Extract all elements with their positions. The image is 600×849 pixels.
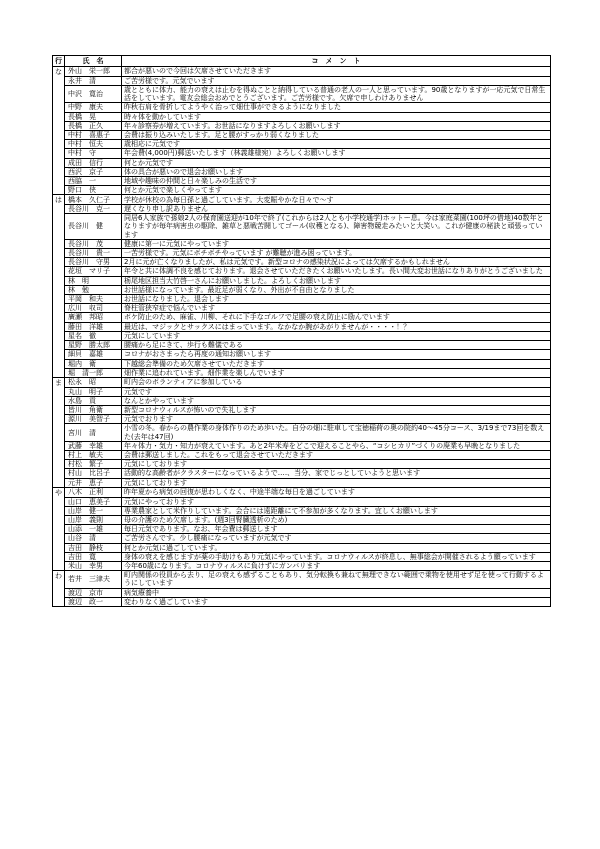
member-name: 中村 恒夫 xyxy=(65,140,122,149)
table-row xyxy=(53,267,551,276)
table-row xyxy=(53,406,551,415)
member-name: 堀 清一郎 xyxy=(65,368,122,377)
member-name: 山岸 健一 xyxy=(65,506,122,515)
gyo-cell: や xyxy=(53,487,65,497)
gyo-cell xyxy=(53,167,65,176)
table-row xyxy=(53,534,551,543)
member-comment: 地域や趣味の仲間と日々楽しみの生活です xyxy=(122,176,551,185)
header-row xyxy=(53,56,551,67)
table-row xyxy=(53,140,551,149)
member-name: 星名 徹 xyxy=(65,331,122,340)
member-comment: 学校が休校の為毎日孫と過ごしています。大変賑やかな日々で～す xyxy=(122,195,551,205)
table-row xyxy=(53,76,551,85)
member-comment: 身体の衰えを感じますが薬の手助けもあり元気にやっています。コロナウィルスが終息し、無事総会が開催されるよう願っています xyxy=(122,552,551,561)
table-row xyxy=(53,515,551,524)
member-name: 長谷川 健 xyxy=(65,214,122,240)
gyo-cell xyxy=(53,130,65,139)
member-comment: 体の具合が悪いので退会お願いします xyxy=(122,167,551,176)
member-name: 長谷川 守男 xyxy=(65,258,122,267)
table-row xyxy=(53,205,551,214)
member-name: 吉田 寛 xyxy=(65,552,122,561)
gyo-cell xyxy=(53,85,65,102)
gyo-cell xyxy=(53,258,65,267)
gyo-cell xyxy=(53,158,65,167)
member-comment: お世話になりました。退会します xyxy=(122,295,551,304)
member-name: 廣瀬 邦昭 xyxy=(65,313,122,322)
table-row xyxy=(53,121,551,130)
table-row xyxy=(53,561,551,570)
member-name: 村松 繁子 xyxy=(65,460,122,469)
table-row xyxy=(53,85,551,102)
comment-sheet xyxy=(52,55,550,607)
table-row xyxy=(53,543,551,552)
table-row xyxy=(53,322,551,331)
member-name: 西脇 一 xyxy=(65,176,122,185)
member-comment: 栃尾地区担当大竹啓一さんにお願いしました。よろしくお願いします xyxy=(122,276,551,285)
gyo-cell xyxy=(53,497,65,506)
member-name: 若井 三津夫 xyxy=(65,571,122,588)
gyo-cell xyxy=(53,561,65,570)
member-comment: 活動的な高齢者がクラスターになっているようで‥‥、当分、家でじっとしていようと思います xyxy=(122,469,551,478)
table-row xyxy=(53,387,551,396)
gyo-cell xyxy=(53,469,65,478)
member-name: 長谷川 貴一 xyxy=(65,249,122,258)
table-row xyxy=(53,158,551,167)
table-row xyxy=(53,506,551,515)
gyo-cell xyxy=(53,276,65,285)
gyo-cell xyxy=(53,249,65,258)
gyo-header: 行 xyxy=(53,56,65,67)
member-comment: 何とか元気に過ごしています。 xyxy=(122,543,551,552)
member-name: 元井 恵子 xyxy=(65,478,122,487)
member-name: 武藤 幸雄 xyxy=(65,441,122,450)
gyo-cell xyxy=(53,285,65,294)
member-comment: 同居6人家族で孫娘2人の保育園送迎が10年で終了(これからは2人とも小学校通学)ホットー息。今は家庭菜園(100坪の借地)40数年となりますが毎年病害虫の駆除、雑草と悪戦苦闘してゴール(収穫となる)、障害物競走みたいと大笑い。これが健康の秘訣と頑張っています xyxy=(122,214,551,240)
member-comment: 町内関係の役員から去り、足の衰えも感ずることもあり、気分転換も兼ねて無理できない範囲で乗物を使用せず足を使って行動するようにしています xyxy=(122,571,551,588)
gyo-cell xyxy=(53,396,65,405)
table-row xyxy=(53,396,551,405)
member-name: 松永 昭 xyxy=(65,377,122,387)
member-name: 永井 清 xyxy=(65,76,122,85)
table-row xyxy=(53,487,551,497)
gyo-cell xyxy=(53,103,65,112)
table-row xyxy=(53,103,551,112)
member-name: 宮川 清 xyxy=(65,424,122,441)
member-comment: 歳相応に元気です xyxy=(122,140,551,149)
member-name: 星野 勝太郎 xyxy=(65,341,122,350)
table-row xyxy=(53,258,551,267)
table-row xyxy=(53,304,551,313)
member-name: 山谷 清 xyxy=(65,534,122,543)
table-row xyxy=(53,313,551,322)
gyo-cell xyxy=(53,149,65,158)
member-comment: 町内会のボランティアに参加している xyxy=(122,377,551,387)
member-comment: 元気にやっております xyxy=(122,497,551,506)
member-name: 丸山 明子 xyxy=(65,387,122,396)
member-comment: 腰痛から足にきて、歩行も難儀である xyxy=(122,341,551,350)
gyo-cell xyxy=(53,515,65,524)
table-row xyxy=(53,424,551,441)
gyo-cell xyxy=(53,552,65,561)
gyo-cell xyxy=(53,441,65,450)
gyo-cell xyxy=(53,121,65,130)
table-row xyxy=(53,195,551,205)
member-name: 山口 恵美子 xyxy=(65,497,122,506)
table-row xyxy=(53,239,551,248)
table-row xyxy=(53,341,551,350)
member-name: 八木 正利 xyxy=(65,487,122,497)
member-comment: 年々体力・気力・知力が衰えています。あと2年米寿をどこで迎えることやら、“コシヒカリ”づくりの廃業も早晩となりました xyxy=(122,441,551,450)
table-row xyxy=(53,478,551,487)
member-comment: 脊柱管狭窄症で悩んでいます xyxy=(122,304,551,313)
member-comment: 年々診察券が増えています。お世話になりますよろしくお願いします xyxy=(122,121,551,130)
member-comment: 歳とともに体力、能力の衰えは止むを得ぬことと納得している普通の老人の一人と思っています。90歳となりますが一応元気で日常生活をしています。電友会総会おめでとうございます。ご苦労様です。欠席で申しわけありません xyxy=(122,85,551,102)
member-name: 広川 収司 xyxy=(65,304,122,313)
gyo-cell xyxy=(53,76,65,85)
table-row xyxy=(53,525,551,534)
member-comment: 年令と共に体調不良を感じております。退会させていただきたくお願いいたします。長い間大変お世話になりありがとうございました xyxy=(122,267,551,276)
member-comment: 専業農家として米作りしています。会合には遠距離にて不参加が多くなります。宜しくお願いします xyxy=(122,506,551,515)
gyo-cell xyxy=(53,322,65,331)
gyo-cell: わ xyxy=(53,571,65,588)
member-comment: 昨年夏から病気の回復が思わしくなく、中途半端な毎日を過ごしています xyxy=(122,487,551,497)
comment-table xyxy=(52,55,551,607)
gyo-cell xyxy=(53,331,65,340)
member-comment: 都合が悪いので今回は欠席させていただきます xyxy=(122,67,551,77)
table-row xyxy=(53,176,551,185)
gyo-cell xyxy=(53,597,65,606)
table-row xyxy=(53,149,551,158)
table-row xyxy=(53,249,551,258)
gyo-cell xyxy=(53,588,65,597)
table-row xyxy=(53,295,551,304)
member-name: 花垣 マリ子 xyxy=(65,267,122,276)
gyo-cell xyxy=(53,506,65,515)
gyo-cell: ま xyxy=(53,377,65,387)
gyo-cell xyxy=(53,186,65,195)
gyo-cell: な xyxy=(53,67,65,77)
member-name: 林 勉 xyxy=(65,285,122,294)
member-name: 米山 幸男 xyxy=(65,561,122,570)
gyo-cell xyxy=(53,460,65,469)
member-name: 水島 貢 xyxy=(65,396,122,405)
member-name: 成田 信行 xyxy=(65,158,122,167)
gyo-cell xyxy=(53,350,65,359)
gyo-cell xyxy=(53,387,65,396)
member-name: 長橋 正久 xyxy=(65,121,122,130)
gyo-cell xyxy=(53,214,65,240)
member-comment: 会費は振り込みいたします。足と腰がすっかり弱くなりました xyxy=(122,130,551,139)
member-comment: 毎日元気であります。なお、年会費は郵送します xyxy=(122,525,551,534)
member-name: 村山 比呂子 xyxy=(65,469,122,478)
table-row xyxy=(53,588,551,597)
table-row xyxy=(53,359,551,368)
member-comment: 会費は郵送しました。これをもって退会させていただきます xyxy=(122,451,551,460)
comment-header: コ メ ン ト xyxy=(122,56,551,67)
gyo-cell xyxy=(53,415,65,424)
member-comment: 元気にしております xyxy=(122,478,551,487)
table-row xyxy=(53,285,551,294)
member-comment: 元気です xyxy=(122,387,551,396)
member-comment: 元気でおります xyxy=(122,415,551,424)
member-name: 中村 喜惠子 xyxy=(65,130,122,139)
member-comment: お世話様になっています。最近足が弱くなり、外出が不自由となりました xyxy=(122,285,551,294)
table-row xyxy=(53,497,551,506)
table-row xyxy=(53,597,551,606)
member-name: 林 明 xyxy=(65,276,122,285)
member-name: 山岸 義則 xyxy=(65,515,122,524)
table-row xyxy=(53,441,551,450)
table-row xyxy=(53,377,551,387)
member-name: 皆川 角衛 xyxy=(65,406,122,415)
member-name: 橋本 久仁子 xyxy=(65,195,122,205)
gyo-cell: は xyxy=(53,195,65,205)
gyo-cell xyxy=(53,239,65,248)
member-name: 村上 敏夫 xyxy=(65,451,122,460)
table-row xyxy=(53,112,551,121)
table-row xyxy=(53,552,551,561)
gyo-cell xyxy=(53,478,65,487)
member-name: 細貝 嘉雄 xyxy=(65,350,122,359)
member-comment: 変わりなく過ごしています xyxy=(122,597,551,606)
member-comment: 昨秋右肩を骨折してようやく治って畑仕事ができるようになりました xyxy=(122,103,551,112)
member-name: 野口 侠 xyxy=(65,186,122,195)
table-row xyxy=(53,368,551,377)
member-name: 中村 守 xyxy=(65,149,122,158)
table-row xyxy=(53,186,551,195)
gyo-cell xyxy=(53,341,65,350)
member-comment: 年会費(4,000円)郵送いたします（林義雄様宛）よろしくお願いします xyxy=(122,149,551,158)
gyo-cell xyxy=(53,112,65,121)
member-name: 藤田 洋雄 xyxy=(65,322,122,331)
table-row xyxy=(53,350,551,359)
member-name: 山添 一雄 xyxy=(65,525,122,534)
gyo-cell xyxy=(53,534,65,543)
member-comment: 病気療養中 xyxy=(122,588,551,597)
member-comment: なんとかやっています xyxy=(122,396,551,405)
member-name: 平岡 和夫 xyxy=(65,295,122,304)
gyo-cell xyxy=(53,313,65,322)
member-comment: ボケ防止のため、麻雀、川柳、それに下手なゴルフで足腰の衰え防止に励んでいます xyxy=(122,313,551,322)
member-name: 源川 美智子 xyxy=(65,415,122,424)
member-name: 西沢 京子 xyxy=(65,167,122,176)
gyo-cell xyxy=(53,359,65,368)
member-name: 長橋 晃 xyxy=(65,112,122,121)
member-name: 吉田 静枝 xyxy=(65,543,122,552)
member-comment: 2月に元が亡くなりましたが、私は元気です。新型コロナの感染状況によっては欠席するかもしれません xyxy=(122,258,551,267)
member-comment: 元気にしています xyxy=(122,331,551,340)
name-header: 氏 名 xyxy=(65,56,122,67)
table-row xyxy=(53,167,551,176)
gyo-cell xyxy=(53,176,65,185)
member-comment: 畑作業に追われています。畑作業を楽しんでいます xyxy=(122,368,551,377)
member-name: 長谷川 克一 xyxy=(65,205,122,214)
member-comment: 何とか元気で楽しくやってます xyxy=(122,186,551,195)
table-row xyxy=(53,214,551,240)
member-name: 渡辺 政一 xyxy=(65,597,122,606)
gyo-cell xyxy=(53,140,65,149)
gyo-cell xyxy=(53,368,65,377)
member-comment: ご苦労様です。元気でいます xyxy=(122,76,551,85)
member-name: 堀内 衛 xyxy=(65,359,122,368)
member-comment: 時々体を動かしています xyxy=(122,112,551,121)
member-comment: 遅くなり申し訳ありません xyxy=(122,205,551,214)
member-comment: 元気にしております xyxy=(122,460,551,469)
table-row xyxy=(53,571,551,588)
member-name: 中沢 寛治 xyxy=(65,85,122,102)
gyo-cell xyxy=(53,543,65,552)
table-row xyxy=(53,130,551,139)
member-comment: 母の介護のため欠席します。(週3回腎臓透析のため) xyxy=(122,515,551,524)
member-name: 中野 康夫 xyxy=(65,103,122,112)
member-comment: 今年60歳になります。コロナウィルスに負けずにガンバリます xyxy=(122,561,551,570)
gyo-cell xyxy=(53,295,65,304)
gyo-cell xyxy=(53,424,65,441)
member-name: 渡辺 京市 xyxy=(65,588,122,597)
gyo-cell xyxy=(53,267,65,276)
member-comment: 小雪の冬。春からの農作業の身体作りのため歩いた。自分の畑に駐車して宝徳稲荷の奥の院約40～45分コース、3/19まで73回を数えた(去年は47回) xyxy=(122,424,551,441)
gyo-cell xyxy=(53,304,65,313)
member-comment: 下越総会準備のため欠席させていただきます xyxy=(122,359,551,368)
member-comment: 何とか元気です xyxy=(122,158,551,167)
member-name: 外山 栄一郎 xyxy=(65,67,122,77)
member-comment: ご苦労さんです。少し腰痛になっていますが元気です xyxy=(122,534,551,543)
table-body xyxy=(53,67,551,607)
gyo-cell xyxy=(53,406,65,415)
table-row xyxy=(53,415,551,424)
table-row xyxy=(53,331,551,340)
member-comment: コロナがおさまったら再度の通知お願いします xyxy=(122,350,551,359)
table-row xyxy=(53,469,551,478)
table-row xyxy=(53,460,551,469)
gyo-cell xyxy=(53,525,65,534)
gyo-cell xyxy=(53,451,65,460)
member-comment: 一苦労様です。元気にボチボチやっています が難聴が進み困っています。 xyxy=(122,249,551,258)
table-row xyxy=(53,67,551,77)
member-comment: 新型コロナウィルスが怖いので失礼します xyxy=(122,406,551,415)
member-name: 長谷川 茂 xyxy=(65,239,122,248)
member-comment: 健康に第一に元気にやっています xyxy=(122,239,551,248)
table-row xyxy=(53,276,551,285)
member-comment: 最近は、マジックとサックスにはまっています。なかなか腕があがりませんが・・・・！？ xyxy=(122,322,551,331)
gyo-cell xyxy=(53,205,65,214)
table-row xyxy=(53,451,551,460)
